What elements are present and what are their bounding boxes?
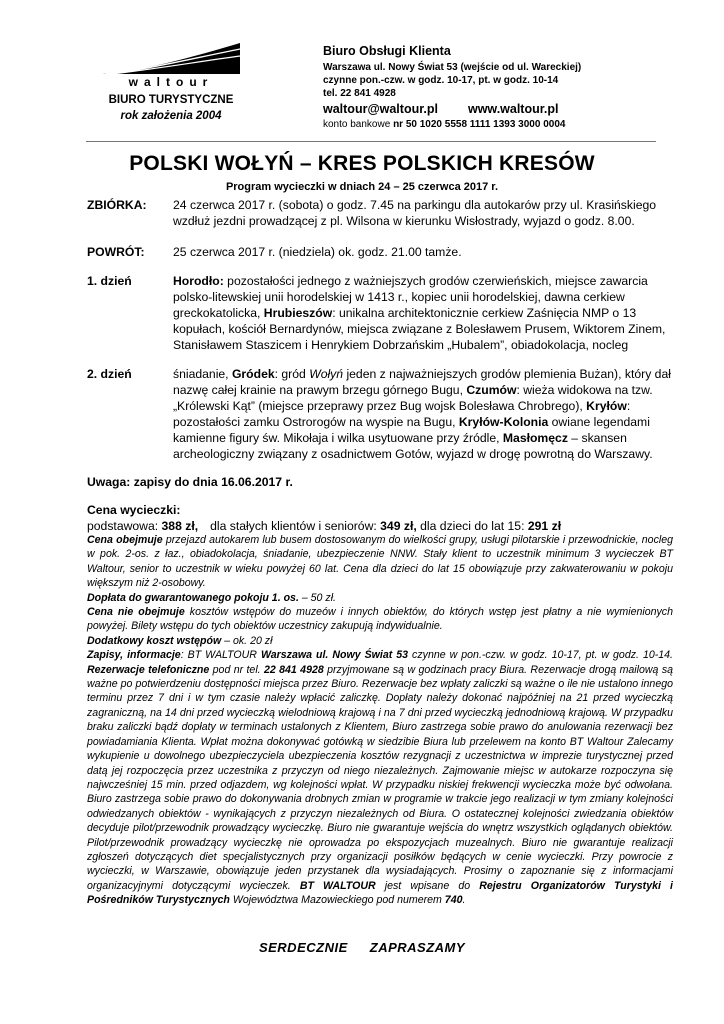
place-name: Gródek — [231, 367, 275, 381]
terms-text: . — [462, 894, 466, 907]
terms-heading: Rezerwacje telefoniczne — [87, 663, 210, 676]
terms-company: BT WALTOUR — [299, 879, 376, 892]
price-basic-value: 388 zł, — [161, 519, 199, 533]
day1-label: 1. dzień — [87, 274, 132, 288]
gathering-row — [87, 197, 677, 229]
terms-heading: Dopłata do gwarantowanego pokoju 1. os. — [87, 591, 299, 604]
return-label: POWRÓT: — [87, 245, 145, 259]
day1-row — [87, 273, 677, 353]
logo-subtitle: BIURO TURYSTYCZNE — [108, 94, 234, 106]
logo-wordmark: waltour — [128, 75, 214, 89]
price-children-label: dla dzieci do lat 15: — [416, 519, 528, 533]
page-subtitle: Program wycieczki w dniach 24 – 25 czerwca 2017 r. — [225, 181, 499, 193]
terms-heading: Dodatkowy koszt wstępów — [87, 634, 222, 647]
day2-label: 2. dzień — [87, 367, 132, 381]
price-basic-label: podstawowa: — [87, 519, 162, 533]
terms-text: pod nr tel. — [209, 663, 264, 676]
day2-desc: jeden z najważniejszych grodów plemienia Bużan), który dał nazwę całej krainie na prawym brzegu górnego Bugu, — [173, 367, 671, 397]
day2-desc: – skansen archeologiczny związany z osadnictwem Gotów, wyjazd w drogę powrotną do Warszawy. — [173, 431, 653, 461]
office-address: Warszawa ul. Nowy Świat 53 (wejście od ul. Wareckiej) — [323, 62, 582, 73]
return-row — [87, 244, 677, 260]
terms-single-room — [87, 591, 673, 605]
day2-desc: : pozostałości zamku Ostrorogów na wyspie na Bugu, — [173, 399, 631, 429]
return-text: 25 czerwca 2017 r. (niedziela) ok. godz. 21.00 tamże. — [173, 245, 462, 259]
place-name: Kryłów-Kolonia — [458, 415, 549, 429]
terms-address: Warszawa ul. Nowy Świat 53 — [260, 649, 409, 662]
terms-text: Województwa Mazowieckiego pod numerem — [229, 894, 445, 907]
closing-invitation — [0, 940, 724, 955]
terms-text: przyjmowane są w godzinach pracy Biura. Rezerwacje drogą mailową są ważne po potwierdzeniu dostępności miejsca przez Biuro. Rezerwacje bez wpłaty zaliczki są ważne o ile nie ustalono innego terminu przez 7 dni i w tym czasie należy wpłacić zaliczkę. Dopłaty należy dokonać najpóźniej na 21 przed wycieczką zagraniczną, na 14 dni przed wycieczką wielodniową krajową i na 7 dni przed wycieczką jednodniową krajową. W przypadku braku zaliczki bądź dopłaty w terminach ustalonych z Klientem, Biuro zastrzega sobie prawo do anulowania rezerwacji bez powiadamiania Klienta. Wpłat można dokonywać gotówką w siedzibie Biura lub przelewem na konto BT Waltour Zalecamy wykupienie u dowolnego ubezpieczyciela ubezpieczenia kosztów rezygnacji z uczestnictwa w imprezie turystycznej przed datą jej rozpoczęcia przez uczestnika z przyczyn od niego niezależnych. Zajmowanie miejsc w autokarze rozpoczyna się najwcześniej 15 min. przed odjazdem, wg kolejności wpłat. W przypadku niskiej frekwencji wycieczka może być odwołana. Biuro zastrzega sobie prawo do dokonywania drobnych zmian w programie w trakcie jego realizacji w tym zmiany kolejności odwiedzanych obiektów - wynikających z przyczyn niezależnych od Biura. O ostatecznej kolejności zwiedzania obiektów decyduje pilot/przewodnik prowadzący wycieczkę. Biuro nie gwarantuje wejścia do wnętrz wszystkich oglądanych obiektów. Pilot/przewodnik prowadzący wycieczkę nie oprowadza po ekspozycjach muzealnych. Biuro nie gwarantuje realizacji zgłoszeń dotyczących diet specjalistycznych przy organizacji posiłków będących w cenie wycieczki. Przy powrocie z wycieczki, w Warszawie, obowiązuje jeden przystanek dla wysiadających. Prosimy o zapoznanie się z informacjami organizacyjnymi dotyczącymi wycieczek. — [87, 663, 674, 892]
place-name: Hrubieszów — [263, 306, 333, 320]
day2-row — [87, 366, 677, 462]
office-info — [323, 43, 663, 131]
terms-heading: Cena nie obejmuje — [87, 606, 185, 619]
terms-registry: Rejestru Organizatorów Turystyki i Pośredników Turystycznych — [87, 879, 673, 907]
terms-heading: Cena obejmuje — [87, 534, 163, 546]
email-link[interactable]: waltour@waltour.pl — [323, 102, 438, 116]
terms-text: kosztów wstępów do muzeów i innych obiektów, do których wstęp jest płatny a nie wymienionych powyżej. Bilety wstępu do tych obiektów uczestnicy zakupują indywidualnie. — [87, 606, 673, 633]
office-hours: czynne pon.-czw. w godz. 10-17, pt. w godz. 10-14 — [323, 75, 559, 86]
closing-word: SERDECZNIE — [258, 940, 348, 955]
terms-extra-cost — [87, 634, 673, 648]
terms-excludes — [87, 605, 673, 634]
terms-heading: Zapisy, informacje — [87, 649, 181, 662]
office-title: Biuro Obsługi Klienta — [323, 44, 451, 58]
gathering-text: 24 czerwca 2017 r. (sobota) o godz. 7.45 na parkingu dla autokarów przy ul. Krasińskiego wzdłuż jezdni prowadzącej z pl. Wilsona w kierunku Wisłostrady, wyjazd o godz. 8.00. — [173, 198, 657, 228]
terms-block — [87, 533, 673, 908]
logo-founded: rok założenia 2004 — [120, 110, 222, 122]
terms-text: przejazd autokarem lub busem dostosowanym do wielkości grupy, usługi pilotarskie i przewodnickie, nocleg w pok. 2-os. z łaz., obiadokolacja, śniadanie, ubezpieczenie NNW. Stały klient to uczestnik minimum 3 wycieczek BT Waltour, senior to uczestnik w wieku powyżej 60 lat. Cena dla dzieci do lat 15 obowiązuje przy zakwaterowaniu w pokoju większym niż 2-osobowy. — [87, 534, 673, 590]
day2-desc: : wieża widokowa na tzw. „Królewski Kąt” (miejsce przeprawy przez Bug wojsk Bolesława Chrobrego), — [173, 383, 653, 413]
day1-desc: pozostałości jednego z ważniejszych grodów czerwieńskich, miejsce zawarcia polsko-litewskiej unii horodelskiej w 1413 r., kopiec unii horodelskiej, dawna cerkiew greckokatolicka, — [173, 274, 648, 320]
bank-account-number: nr 50 1020 5558 1111 1393 3000 0004 — [393, 119, 566, 130]
price-line — [87, 519, 561, 533]
header-divider — [86, 141, 656, 142]
place-name: Horodło: — [173, 274, 224, 288]
day2-desc: śniadanie, — [173, 367, 232, 381]
gathering-label: ZBIÓRKA: — [87, 198, 147, 212]
day2-text — [173, 366, 677, 462]
place-name: Masłomęcz — [502, 431, 568, 445]
terms-phone: 22 841 4928 — [263, 663, 324, 676]
closing-word: ZAPRASZAMY — [369, 940, 466, 955]
price-regular-label: dla stałych klientów i seniorów: — [210, 519, 381, 533]
price-regular-value: 349 zł, — [380, 519, 417, 533]
logo-wedge-graphic — [100, 41, 242, 75]
bank-account — [323, 118, 663, 131]
price-heading: Cena wycieczki: — [87, 503, 181, 517]
company-logo — [96, 41, 246, 127]
day1-desc: : unikalna architektonicznie cerkiew Zaśnięcia NMP o 13 kopułach, kościół Bernardynów, miejsca związane z Bolesławem Prusem, Wiktorem Zinem, Stanisławem Staszicem i Henrykiem Dobrzańskim „Hubalem”, obiadokolacja, nocleg — [173, 306, 666, 352]
bank-account-label: konto bankowe — [323, 119, 394, 130]
signup-deadline: Uwaga: zapisy do dnia 16.06.2017 r. — [87, 475, 293, 489]
place-name-italic: Wołyń — [309, 367, 344, 381]
day2-desc: : gród — [274, 367, 310, 381]
price-children-value: 291 zł — [527, 519, 562, 533]
terms-text: – ok. 20 zł — [221, 634, 273, 647]
place-name: Czumów — [466, 383, 517, 397]
terms-text: jest wpisane do — [375, 879, 480, 892]
terms-registry-number: 740 — [444, 894, 463, 907]
website-link[interactable]: www.waltour.pl — [467, 102, 559, 116]
terms-signup — [87, 648, 673, 907]
terms-includes — [87, 533, 673, 591]
terms-text: : BT WALTOUR — [180, 649, 261, 662]
day2-desc: owiane legendami kamienne figury św. Mikołaja i wilka usytuowane przy źródle, — [173, 415, 650, 445]
place-name: Kryłów — [586, 399, 627, 413]
day1-text — [173, 273, 677, 353]
office-contact — [323, 101, 663, 118]
terms-text: – 50 zł. — [298, 591, 336, 604]
terms-text: czynne w pon.-czw. w godz. 10-17, pt. w godz. 10-14. — [408, 649, 673, 662]
page-title: POLSKI WOŁYŃ – KRES POLSKICH KRESÓW — [129, 152, 595, 175]
office-phone: tel. 22 841 4928 — [323, 88, 396, 99]
